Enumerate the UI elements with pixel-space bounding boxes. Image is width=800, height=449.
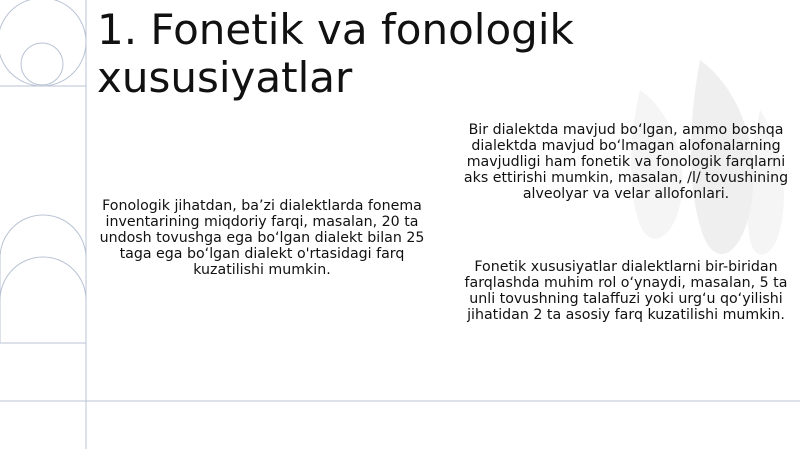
paragraph-allophones: Bir dialektda mavjud bo‘lgan, ammo boshqa dialektda mavjud bo‘lmagan alofonalarning mavjudligi ham fonetik va fonologik farqlarni aks ettirishi mumkin, masalan, /l/ tovushining alveolyar va velar allofonlari. bbox=[463, 122, 789, 202]
paragraph-phonological-inventory: Fonologik jihatdan, ba’zi dialektlarda fonema inventarining miqdoriy farqi, masalan, 20 ta undosh tovushga ega bo‘lgan dialekt bilan 25 taga ega bo‘lgan dialekt o'rtasidagi farq kuzatilishi mumkin. bbox=[99, 198, 425, 278]
slide-title: 1. Fonetik va fonologik xususiyatlar bbox=[97, 5, 574, 102]
paragraph-phonetic-features: Fonetik xususiyatlar dialektlarni bir-biridan farqlashda muhim rol o‘ynaydi, masalan, 5 ta unli tovushning talaffuzi yoki urg‘u qo‘yilishi jihatidan 2 ta asosiy farq kuzatilishi mumkin. bbox=[464, 259, 788, 323]
